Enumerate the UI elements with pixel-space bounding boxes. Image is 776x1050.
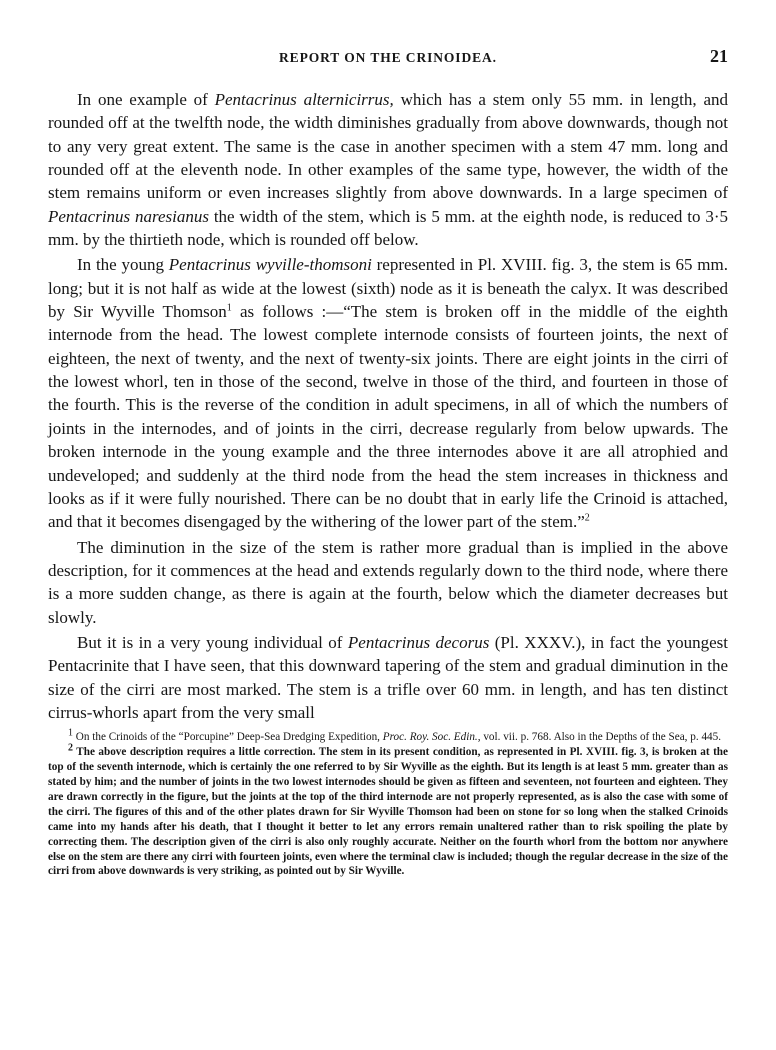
text-run: as follows :—“The stem is broken off in the middle of the eighth internode from the head. The lowest complete internode consists of fourteen joints, the next of eighteen, the next of twenty, and the next of twenty-six joints. There are eight joints in the cirri of the lowest whorl, ten in those of the second, twelve in those of the third, and fourteen in those of the fourth. This is the reverse of the condition in adult specimens, in all of which the numbers of joints in the internodes, and of joints in the cirri, decrease regularly from below upwards. The broken internode in the young example and the three internodes above it are all atrophied and undeveloped; and suddenly at the third node from the head the stem increases in thickness and looks as if it were fully nourished. There can be no doubt that in early life the Crinoid is attached, and that it becomes disengaged by the withering of the lower part of the stem.” — [48, 302, 729, 532]
footnote-number: 1 — [68, 727, 73, 739]
species-name: Pentacrinus wyville-thomsoni — [168, 255, 372, 275]
footnotes — [48, 727, 728, 879]
paragraph-2 — [48, 253, 728, 533]
text-run: which has a stem only 55 mm. in length, and rounded off at the twelfth node, the width diminishes gradually from above downwards, though not to any very great extent. The same is the case in another specimen with a stem 47 mm. long and rounded off at the eleventh node. In other examples of the same type, however, the width of the stem remains uniform or even increases slightly from above downwards. In a large specimen of — [48, 90, 728, 203]
text-run: The above description requires a little correction. The stem in its present condition, as represented in Pl. XVIII. fig. 3, is broken at the top of the seventh internode, which is certainly the one referred to by Sir Wyville as the eighth. But its length is at least 5 mm. greater than as stated by him; and the number of joints in the two lowest internodes should be given as fifteen and seventeen, not fourteen and eighteen. They are drawn correctly in the figure, but the joints at the top of the third internode are not properly represented, as is also the case with some of the cirri. The figures of this and of the other plates drawn for Sir Wyville Thomson had been on stone for so long when the stalked Crinoids came into my hands after his death, that I thought it better to let any errors remain unaltered rather than to risk spoiling the plate by correcting them. The description given of the cirri is also only roughly accurate. Neither on the fourth whorl from the bottom nor anywhere else on the stem are there any cirri with fourteen joints, even where the terminal claw is included; though the regular decrease in the size of the cirri from above downwards is very striking, as pointed out by Sir Wyville. — [48, 746, 728, 878]
page — [48, 40, 728, 879]
journal-title: Proc. Roy. Soc. Edin., — [382, 731, 481, 744]
text-run: In one example of — [77, 90, 215, 109]
page-number: 21 — [710, 46, 728, 66]
footnote-2 — [48, 742, 728, 879]
text-run: In the young — [77, 255, 169, 275]
text-run: The diminution in the size of the stem is rather more gradual than is implied in the above description, for it commences at the head and extends regularly down to the third node, where there is a more sudden change, as there is again at the fourth, below which the diameter decreases but slowly. — [48, 537, 728, 627]
footnote-number: 2 — [68, 742, 73, 754]
text-run: But it is in a very young individual of — [77, 632, 348, 652]
footnote-1 — [48, 727, 728, 745]
paragraph-1 — [48, 88, 728, 251]
species-name: Pentacrinus decorus — [347, 632, 490, 652]
body-text — [48, 88, 728, 724]
text-run: (Pl. XXXV.), in fact the youngest Pentacrinite that I have seen, that this downward tapering of the stem and gradual diminution in the size of the cirri are most marked. The stem is a trifle over 60 mm. in length, and has ten distinct cirrus-whorls apart from the very small — [48, 632, 728, 722]
running-title: REPORT ON THE CRINOIDEA. — [279, 50, 497, 65]
footnote-ref-1[interactable]: 1 — [226, 302, 232, 314]
text-run: represented in Pl. XVIII. fig. 3, the stem is 65 mm. long; but it is not half as wide at the lowest (sixth) node as it is beneath the calyx. It was described by Sir Wyville Thomson — [48, 255, 728, 322]
running-head — [48, 40, 728, 74]
paragraph-3 — [48, 536, 728, 629]
text-run: On the Crinoids of the “Porcupine” Deep-Sea Dredging Expedition, — [73, 731, 383, 744]
species-name: Pentacrinus naresianus — [48, 206, 209, 226]
footnote-ref-2[interactable]: 2 — [584, 512, 590, 524]
species-name: Pentacrinus alternicirrus, — [214, 90, 394, 109]
text-run: vol. vii. p. 768. Also in the Depths of the Sea, p. 445. — [480, 731, 722, 744]
paragraph-4 — [48, 631, 728, 724]
text-run: the width of the stem, which is 5 mm. at the eighth node, is reduced to 3·5 mm. by the thirtieth node, which is rounded off below. — [48, 206, 728, 250]
